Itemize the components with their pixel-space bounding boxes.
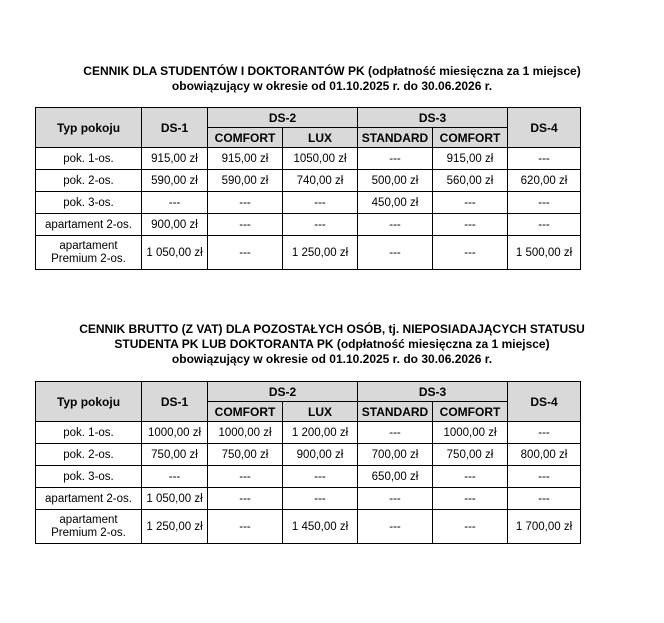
price-cell: 1 250,00 zł <box>283 236 358 270</box>
row-label: pok. 1-os. <box>36 148 142 170</box>
table-row <box>36 510 581 544</box>
header-ds2-lux: LUX <box>283 402 358 422</box>
price-cell: 750,00 zł <box>142 444 208 466</box>
price-cell: --- <box>208 510 283 544</box>
price-cell: --- <box>283 488 358 510</box>
row-label-line1: apartament <box>59 513 118 526</box>
price-cell: 650,00 zł <box>358 466 433 488</box>
price-cell: --- <box>433 466 508 488</box>
section2-title-line1: CENNIK BRUTTO (Z VAT) DLA POZOSTAŁYCH OSÓB, tj. NIEPOSIADAJĄCYCH STATUSU <box>79 322 585 336</box>
price-cell: 1050,00 zł <box>283 148 358 170</box>
price-cell: 1000,00 zł <box>433 422 508 444</box>
section2-heading <box>0 322 664 367</box>
table-row <box>36 444 581 466</box>
price-cell: 915,00 zł <box>433 148 508 170</box>
price-cell: --- <box>208 488 283 510</box>
price-cell: --- <box>358 488 433 510</box>
price-cell: 800,00 zł <box>508 444 581 466</box>
price-cell: 1 500,00 zł <box>508 236 581 270</box>
section2-title-line3: obowiązujący w okresie od 01.10.2025 r. do 30.06.2026 r. <box>171 352 493 366</box>
section1-title-line1: CENNIK DLA STUDENTÓW I DOKTORANTÓW PK (odpłatność miesięczna za 1 miejsce) <box>83 64 581 78</box>
table-row <box>36 170 581 192</box>
price-cell: --- <box>358 214 433 236</box>
section1-title-line2: obowiązujący w okresie od 01.10.2025 r. do 30.06.2026 r. <box>171 79 493 93</box>
row-label: pok. 3-os. <box>36 466 142 488</box>
price-cell: --- <box>508 192 581 214</box>
header-ds3-standard: STANDARD <box>358 402 433 422</box>
header-ds3-standard: STANDARD <box>358 128 433 148</box>
price-cell: 590,00 zł <box>142 170 208 192</box>
price-cell: --- <box>358 510 433 544</box>
header-ds1: DS-1 <box>142 108 208 148</box>
header-ds3: DS-3 <box>358 108 508 128</box>
price-cell: --- <box>283 192 358 214</box>
header-ds2-comfort: COMFORT <box>208 402 283 422</box>
price-cell: --- <box>142 192 208 214</box>
price-cell: 1 700,00 zł <box>508 510 581 544</box>
price-cell: --- <box>508 214 581 236</box>
price-cell: --- <box>208 236 283 270</box>
row-label-line2: Premium 2-os. <box>51 526 126 539</box>
price-cell: --- <box>433 236 508 270</box>
price-cell: 700,00 zł <box>358 444 433 466</box>
table-row <box>36 488 581 510</box>
price-cell: --- <box>508 466 581 488</box>
row-label-line1: apartament <box>59 239 118 252</box>
price-cell: --- <box>508 422 581 444</box>
table-row <box>36 466 581 488</box>
price-cell: 1000,00 zł <box>208 422 283 444</box>
row-label <box>36 236 142 270</box>
header-ds4: DS-4 <box>508 108 581 148</box>
price-cell: --- <box>208 214 283 236</box>
header-ds3-comfort: COMFORT <box>433 128 508 148</box>
price-cell: --- <box>142 466 208 488</box>
header-ds3-comfort: COMFORT <box>433 402 508 422</box>
price-cell: --- <box>208 466 283 488</box>
price-cell: 740,00 zł <box>283 170 358 192</box>
header-ds2: DS-2 <box>208 382 358 402</box>
price-cell: 915,00 zł <box>208 148 283 170</box>
price-cell: --- <box>433 488 508 510</box>
price-cell: --- <box>358 236 433 270</box>
others-price-table <box>35 381 581 544</box>
price-cell: --- <box>508 148 581 170</box>
price-cell: --- <box>433 510 508 544</box>
header-ds1: DS-1 <box>142 382 208 422</box>
price-cell: 1 250,00 zł <box>142 510 208 544</box>
price-cell: 900,00 zł <box>283 444 358 466</box>
student-price-table <box>35 107 581 270</box>
header-room-type: Typ pokoju <box>36 108 142 148</box>
row-label: pok. 2-os. <box>36 444 142 466</box>
table-row <box>36 192 581 214</box>
header-ds3: DS-3 <box>358 382 508 402</box>
price-cell: --- <box>508 488 581 510</box>
price-cell: 750,00 zł <box>433 444 508 466</box>
price-cell: 1 200,00 zł <box>283 422 358 444</box>
price-cell: --- <box>358 148 433 170</box>
price-cell: 450,00 zł <box>358 192 433 214</box>
row-label <box>36 510 142 544</box>
price-cell: --- <box>283 214 358 236</box>
price-cell: 900,00 zł <box>142 214 208 236</box>
header-ds2: DS-2 <box>208 108 358 128</box>
price-cell: --- <box>208 192 283 214</box>
price-cell: --- <box>358 422 433 444</box>
header-ds2-lux: LUX <box>283 128 358 148</box>
price-cell: 1000,00 zł <box>142 422 208 444</box>
price-cell: 560,00 zł <box>433 170 508 192</box>
table-row <box>36 214 581 236</box>
price-cell: 590,00 zł <box>208 170 283 192</box>
table-row <box>36 236 581 270</box>
table-row <box>36 148 581 170</box>
price-cell: 1 050,00 zł <box>142 488 208 510</box>
table-row <box>36 422 581 444</box>
price-cell: 750,00 zł <box>208 444 283 466</box>
section1-heading <box>0 64 664 94</box>
price-cell: --- <box>283 466 358 488</box>
price-cell: --- <box>433 214 508 236</box>
row-label: apartament 2-os. <box>36 488 142 510</box>
price-cell: 1 450,00 zł <box>283 510 358 544</box>
row-label: apartament 2-os. <box>36 214 142 236</box>
price-cell: --- <box>433 192 508 214</box>
row-label: pok. 3-os. <box>36 192 142 214</box>
header-room-type: Typ pokoju <box>36 382 142 422</box>
price-cell: 620,00 zł <box>508 170 581 192</box>
price-cell: 1 050,00 zł <box>142 236 208 270</box>
price-cell: 915,00 zł <box>142 148 208 170</box>
row-label-line2: Premium 2-os. <box>51 252 126 265</box>
price-cell: 500,00 zł <box>358 170 433 192</box>
header-ds4: DS-4 <box>508 382 581 422</box>
header-ds2-comfort: COMFORT <box>208 128 283 148</box>
row-label: pok. 1-os. <box>36 422 142 444</box>
section2-title-line2: STUDENTA PK LUB DOKTORANTA PK (odpłatność miesięczna za 1 miejsce) <box>114 337 550 351</box>
row-label: pok. 2-os. <box>36 170 142 192</box>
